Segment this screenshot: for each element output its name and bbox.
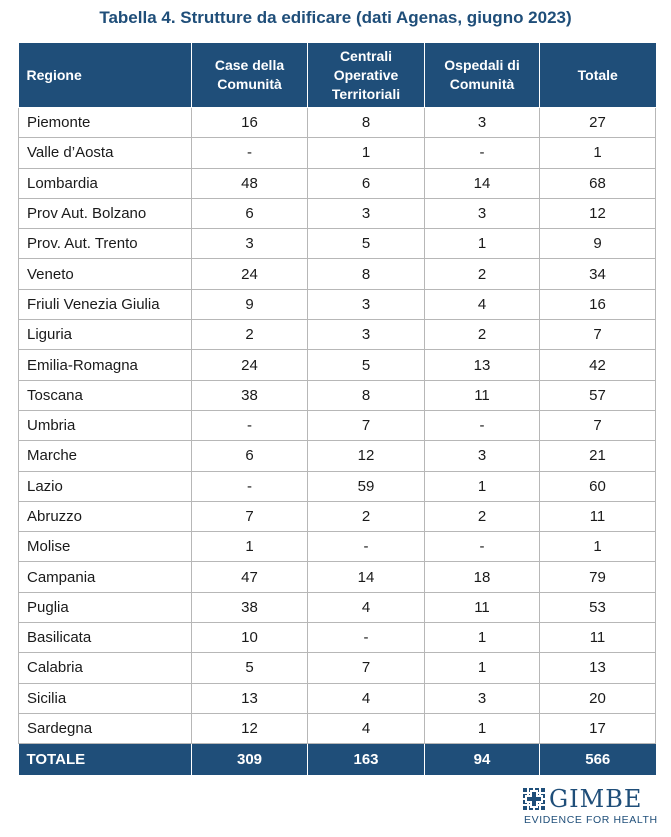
- total-value-cell: 163: [308, 744, 425, 776]
- value-cell: 1: [540, 532, 656, 562]
- value-cell: -: [425, 532, 540, 562]
- region-cell: Sardegna: [19, 713, 192, 743]
- gimbe-logo-mark-icon: [523, 788, 545, 810]
- value-cell: 11: [540, 501, 656, 531]
- table-row: [19, 501, 656, 531]
- value-cell: 2: [425, 501, 540, 531]
- value-cell: 4: [425, 289, 540, 319]
- value-cell: 3: [308, 289, 425, 319]
- value-cell: 68: [540, 168, 656, 198]
- total-value-cell: 566: [540, 744, 656, 776]
- value-cell: 3: [192, 229, 308, 259]
- value-cell: -: [425, 410, 540, 440]
- value-cell: -: [425, 138, 540, 168]
- value-cell: 38: [192, 592, 308, 622]
- value-cell: 13: [192, 683, 308, 713]
- table-row: [19, 259, 656, 289]
- value-cell: 18: [425, 562, 540, 592]
- value-cell: 8: [308, 108, 425, 138]
- region-cell: Basilicata: [19, 623, 192, 653]
- table-footer: [19, 744, 656, 776]
- value-cell: 4: [308, 713, 425, 743]
- value-cell: 10: [192, 623, 308, 653]
- value-cell: 2: [425, 320, 540, 350]
- column-header: Centrali Operative Territoriali: [308, 43, 425, 108]
- value-cell: 14: [425, 168, 540, 198]
- value-cell: 3: [425, 441, 540, 471]
- region-cell: Lombardia: [19, 168, 192, 198]
- table-row: [19, 592, 656, 622]
- value-cell: 21: [540, 441, 656, 471]
- value-cell: 1: [192, 532, 308, 562]
- value-cell: 6: [192, 441, 308, 471]
- value-cell: 5: [192, 653, 308, 683]
- value-cell: 7: [308, 653, 425, 683]
- value-cell: 1: [425, 471, 540, 501]
- table-row: [19, 320, 656, 350]
- value-cell: 6: [308, 168, 425, 198]
- total-value-cell: 94: [425, 744, 540, 776]
- table-row: [19, 562, 656, 592]
- value-cell: 16: [192, 108, 308, 138]
- value-cell: 2: [425, 259, 540, 289]
- column-header: Case della Comunità: [192, 43, 308, 108]
- table-row: [19, 471, 656, 501]
- table-row: [19, 108, 656, 138]
- region-cell: Sicilia: [19, 683, 192, 713]
- region-cell: Piemonte: [19, 108, 192, 138]
- region-cell: Toscana: [19, 380, 192, 410]
- value-cell: 59: [308, 471, 425, 501]
- value-cell: -: [308, 532, 425, 562]
- value-cell: 3: [425, 108, 540, 138]
- value-cell: 5: [308, 350, 425, 380]
- table-row: [19, 532, 656, 562]
- table-row: [19, 653, 656, 683]
- logo-name: GIMBE: [549, 785, 643, 813]
- value-cell: 9: [540, 229, 656, 259]
- value-cell: 12: [308, 441, 425, 471]
- value-cell: 13: [540, 653, 656, 683]
- value-cell: 57: [540, 380, 656, 410]
- value-cell: 1: [425, 623, 540, 653]
- value-cell: 4: [308, 683, 425, 713]
- value-cell: 12: [540, 198, 656, 228]
- value-cell: 20: [540, 683, 656, 713]
- value-cell: 24: [192, 350, 308, 380]
- value-cell: 13: [425, 350, 540, 380]
- table-row: [19, 138, 656, 168]
- column-header: Regione: [19, 43, 192, 108]
- column-header: Totale: [540, 43, 656, 108]
- table-row: [19, 229, 656, 259]
- table-body: [19, 108, 656, 744]
- logo-tagline: EVIDENCE FOR HEALTH: [524, 814, 658, 826]
- value-cell: 14: [308, 562, 425, 592]
- table-row: [19, 350, 656, 380]
- table-row: [19, 198, 656, 228]
- value-cell: 12: [192, 713, 308, 743]
- value-cell: 6: [192, 198, 308, 228]
- region-cell: Umbria: [19, 410, 192, 440]
- table-row: [19, 441, 656, 471]
- value-cell: 8: [308, 380, 425, 410]
- region-cell: Prov. Aut. Trento: [19, 229, 192, 259]
- region-cell: Puglia: [19, 592, 192, 622]
- value-cell: -: [308, 623, 425, 653]
- value-cell: 4: [308, 592, 425, 622]
- value-cell: 11: [425, 380, 540, 410]
- value-cell: 24: [192, 259, 308, 289]
- value-cell: 17: [540, 713, 656, 743]
- region-cell: Abruzzo: [19, 501, 192, 531]
- column-header: Ospedali di Comunità: [425, 43, 540, 108]
- region-cell: Marche: [19, 441, 192, 471]
- region-cell: Molise: [19, 532, 192, 562]
- value-cell: 48: [192, 168, 308, 198]
- value-cell: 9: [192, 289, 308, 319]
- value-cell: 3: [308, 198, 425, 228]
- value-cell: 34: [540, 259, 656, 289]
- value-cell: 16: [540, 289, 656, 319]
- table-row: [19, 713, 656, 743]
- region-cell: Emilia-Romagna: [19, 350, 192, 380]
- region-cell: Friuli Venezia Giulia: [19, 289, 192, 319]
- value-cell: 53: [540, 592, 656, 622]
- value-cell: 1: [308, 138, 425, 168]
- region-cell: Liguria: [19, 320, 192, 350]
- value-cell: 11: [540, 623, 656, 653]
- value-cell: -: [192, 138, 308, 168]
- value-cell: 1: [425, 713, 540, 743]
- table-title: Tabella 4. Strutture da edificare (dati Agenas, giugno 2023): [99, 8, 572, 27]
- region-cell: Campania: [19, 562, 192, 592]
- region-cell: Calabria: [19, 653, 192, 683]
- region-cell: Veneto: [19, 259, 192, 289]
- value-cell: 11: [425, 592, 540, 622]
- table-row: [19, 410, 656, 440]
- total-value-cell: 309: [192, 744, 308, 776]
- structures-table: [18, 43, 656, 775]
- table-row: [19, 623, 656, 653]
- gimbe-logo: [523, 786, 658, 830]
- value-cell: 3: [308, 320, 425, 350]
- value-cell: 7: [540, 320, 656, 350]
- value-cell: 7: [308, 410, 425, 440]
- table-row: [19, 683, 656, 713]
- value-cell: 5: [308, 229, 425, 259]
- total-label-cell: TOTALE: [19, 744, 192, 776]
- value-cell: 47: [192, 562, 308, 592]
- region-cell: Prov Aut. Bolzano: [19, 198, 192, 228]
- value-cell: 3: [425, 198, 540, 228]
- value-cell: 60: [540, 471, 656, 501]
- region-cell: Lazio: [19, 471, 192, 501]
- value-cell: 2: [192, 320, 308, 350]
- value-cell: 8: [308, 259, 425, 289]
- value-cell: 27: [540, 108, 656, 138]
- table-row: [19, 380, 656, 410]
- header-row: [19, 43, 656, 108]
- value-cell: 38: [192, 380, 308, 410]
- value-cell: 1: [425, 653, 540, 683]
- value-cell: 42: [540, 350, 656, 380]
- value-cell: -: [192, 471, 308, 501]
- value-cell: 7: [540, 410, 656, 440]
- value-cell: 1: [540, 138, 656, 168]
- value-cell: -: [192, 410, 308, 440]
- table-row: [19, 289, 656, 319]
- value-cell: 79: [540, 562, 656, 592]
- table-header: [19, 43, 656, 108]
- value-cell: 3: [425, 683, 540, 713]
- value-cell: 7: [192, 501, 308, 531]
- value-cell: 2: [308, 501, 425, 531]
- table-row: [19, 168, 656, 198]
- value-cell: 1: [425, 229, 540, 259]
- total-row: [19, 744, 656, 776]
- region-cell: Valle d’Aosta: [19, 138, 192, 168]
